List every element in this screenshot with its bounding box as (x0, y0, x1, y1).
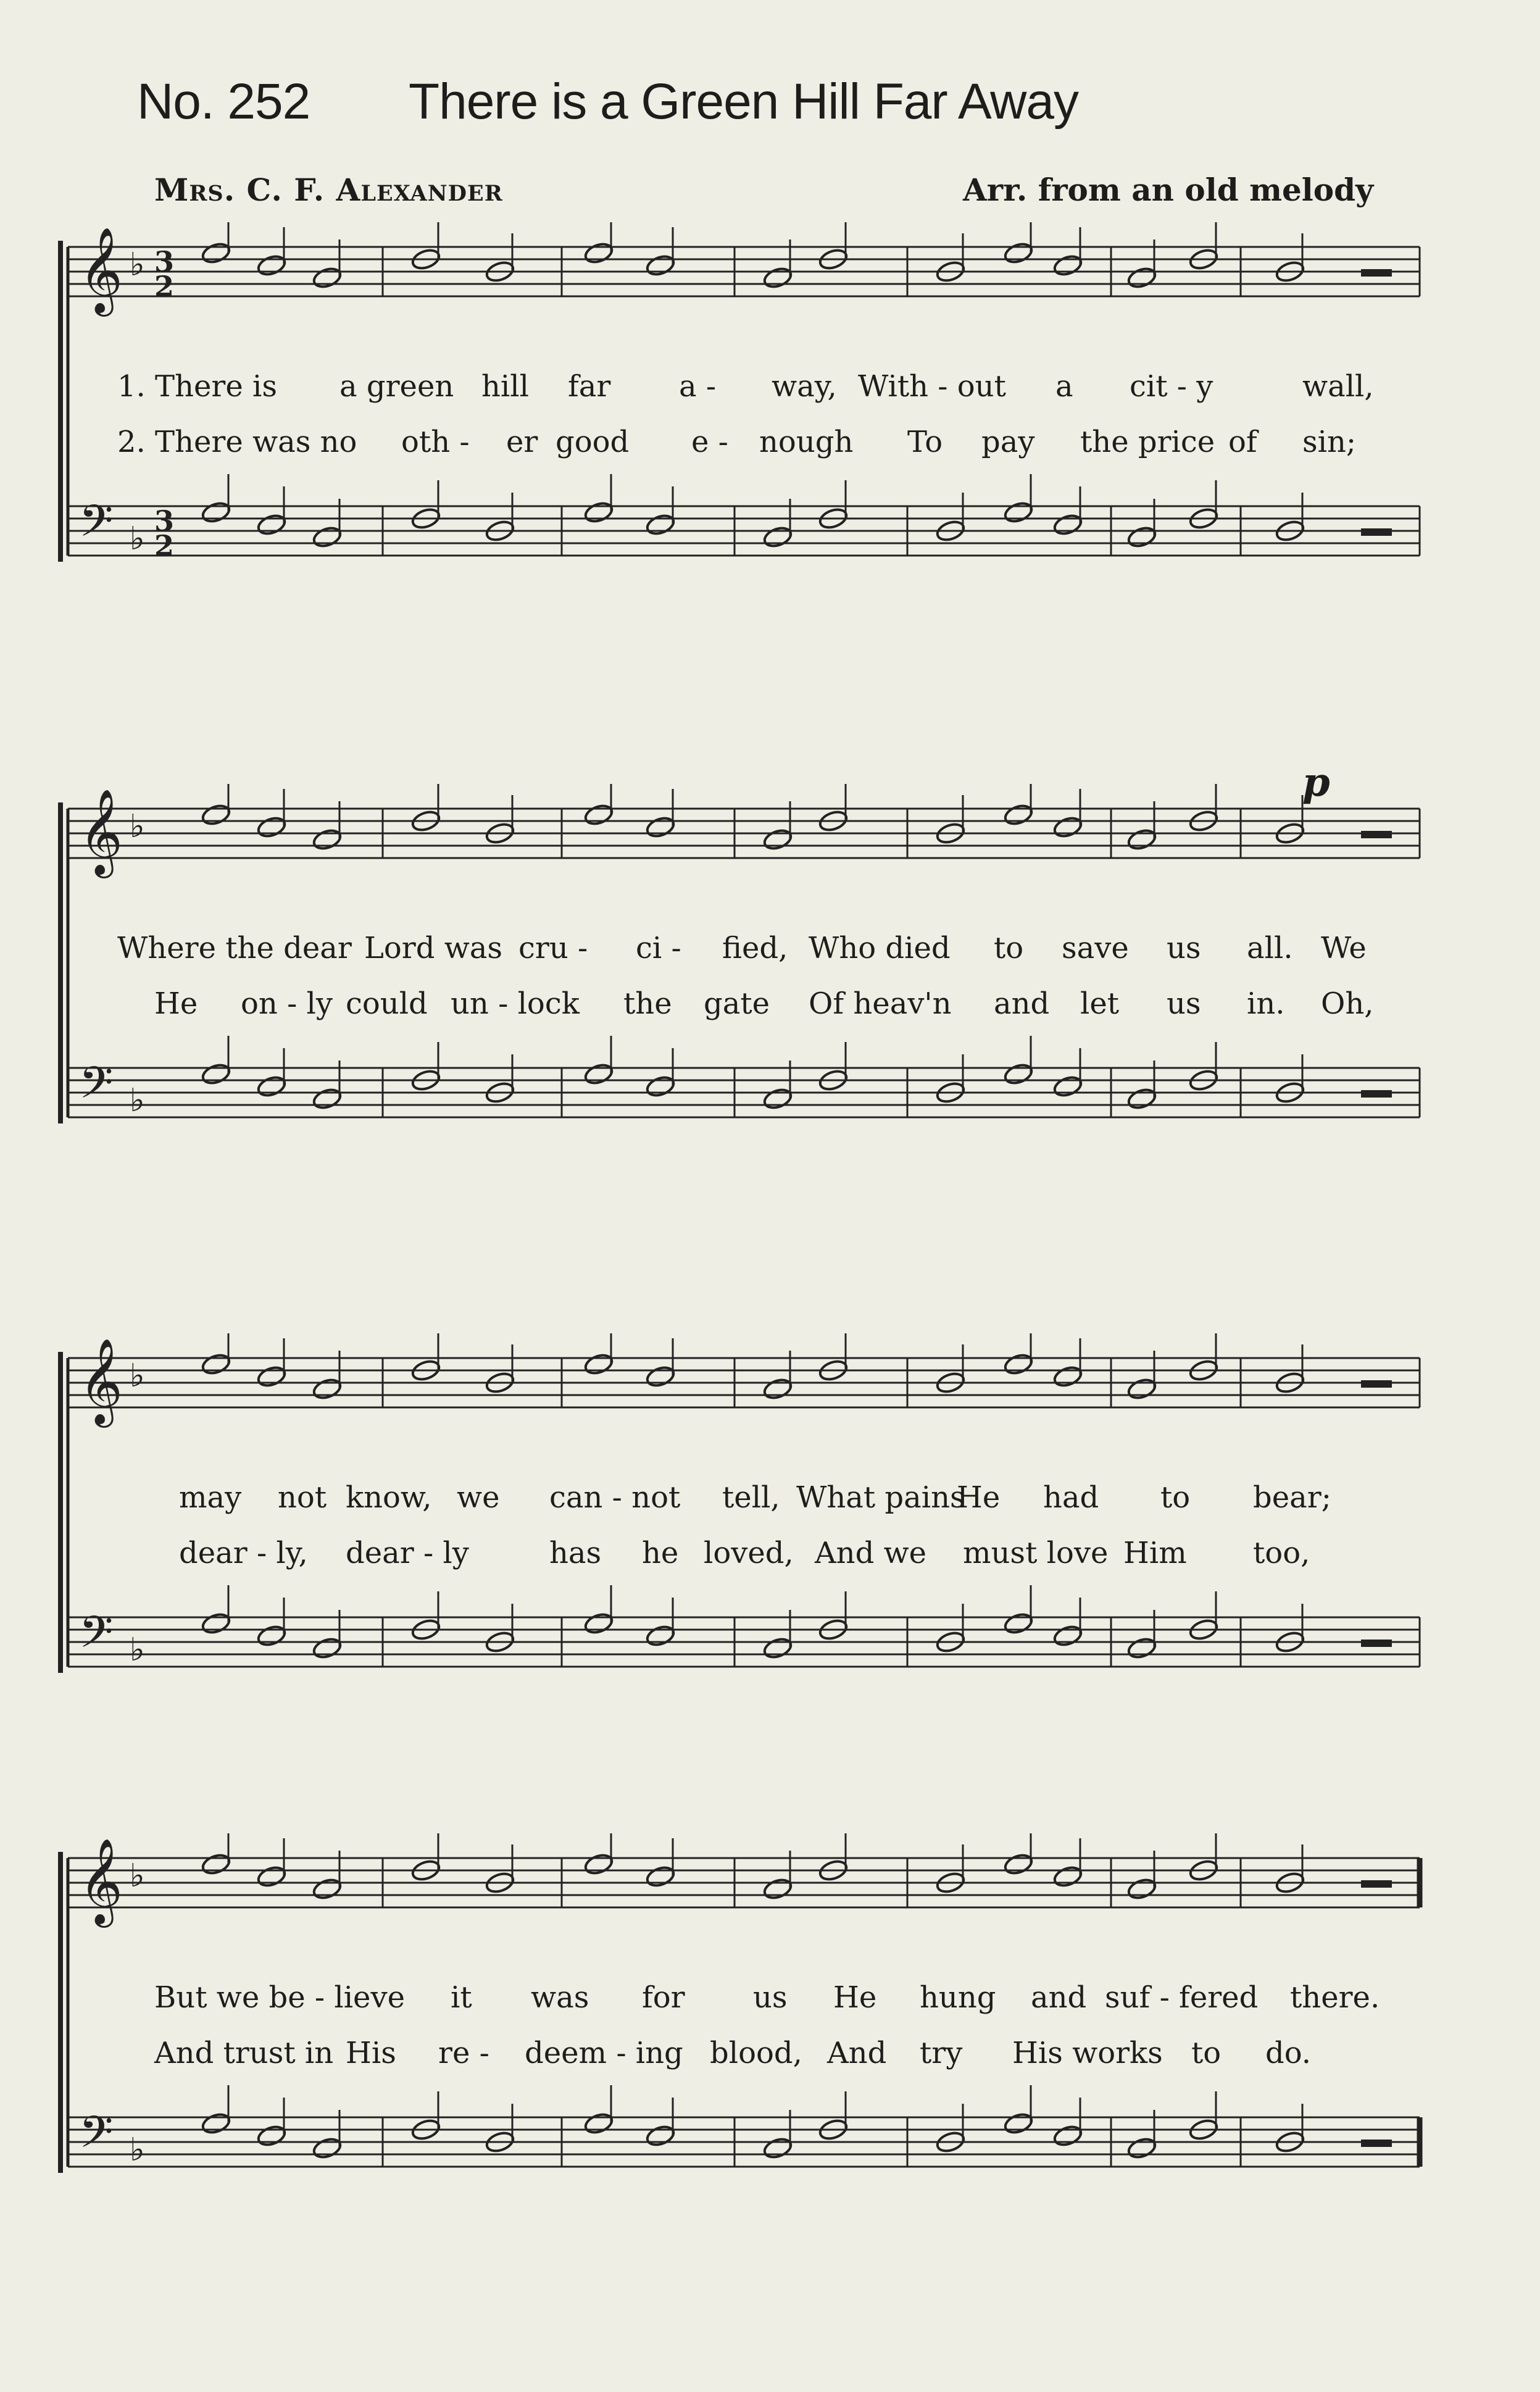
rest-icon (1361, 269, 1392, 277)
note-head-icon (201, 1852, 231, 1876)
lyric-line-verse-1 (56, 1980, 1432, 2023)
note-head-icon (312, 2136, 343, 2160)
note-head-icon (583, 1611, 614, 1635)
note-head-icon (583, 1062, 614, 1086)
lyric-syllable: er (506, 425, 538, 459)
lyric-syllable: What pains (796, 1480, 965, 1515)
note-head-icon (312, 827, 343, 851)
note-head-icon (201, 1062, 231, 1086)
lyric-syllable: gate (704, 986, 770, 1021)
lyric-syllable: could (346, 986, 428, 1021)
note-head-icon (1052, 1074, 1083, 1098)
bass-clef-icon: 𝄢 (79, 1607, 114, 1669)
lyric-syllable: a green (339, 369, 454, 404)
lyric-syllable: on - ly (241, 986, 333, 1021)
note-head-icon (645, 1074, 676, 1098)
rest-icon (1361, 2140, 1392, 2147)
lyric-syllable: deem - ing (525, 2036, 683, 2070)
key-flat-icon: ♭ (130, 1082, 145, 1119)
note-head-icon (1126, 827, 1157, 851)
rest-icon (1361, 528, 1392, 536)
note-head-icon (1052, 2123, 1083, 2148)
key-flat-icon: ♭ (130, 808, 145, 845)
lyric-syllable: oth - (401, 425, 470, 459)
note-head-icon (762, 1377, 793, 1401)
lyric-syllable: may (179, 1480, 242, 1515)
lyric-syllable: the (623, 986, 672, 1021)
lyric-syllable: to (1191, 2036, 1222, 2070)
note-head-icon (1126, 2136, 1157, 2160)
lyric-syllable: And we (815, 1536, 927, 1570)
note-head-icon (645, 2123, 676, 2148)
note-head-icon (201, 241, 231, 265)
music-system-3 (56, 1333, 1432, 1778)
note-head-icon (645, 1364, 676, 1388)
lyric-syllable: un - lock (451, 986, 580, 1021)
bass-clef-icon: 𝄢 (79, 496, 114, 557)
lyric-syllable: loved, (704, 1536, 794, 1570)
note-head-icon (1003, 1062, 1034, 1086)
music-system-1 (56, 222, 1432, 667)
lyric-syllable: has (549, 1536, 602, 1570)
lyric-syllable: sin; (1302, 425, 1357, 459)
lyric-syllable: His (346, 2036, 396, 2070)
music-system-2 (56, 784, 1432, 1228)
treble-clef-icon: 𝄞 (79, 1838, 123, 1924)
note-head-icon (583, 2111, 614, 2135)
lyric-syllable: to (994, 931, 1024, 965)
rest-icon (1361, 1380, 1392, 1388)
lyric-line-verse-1 (56, 369, 1432, 412)
note-head-icon (201, 1352, 231, 1376)
note-head-icon (1003, 500, 1034, 524)
note-head-icon (1003, 2111, 1034, 2135)
note-head-icon (583, 1352, 614, 1376)
lyric-syllable: must love (963, 1536, 1109, 1570)
lyric-syllable: there. (1290, 1980, 1380, 2015)
note-head-icon (312, 1377, 343, 1401)
lyric-syllable: do. (1265, 2036, 1312, 2070)
bass-clef-icon: 𝄢 (79, 2107, 114, 2169)
lyric-syllable: good (556, 425, 630, 459)
lyric-syllable: re - (438, 2036, 489, 2070)
note-head-icon (1052, 253, 1083, 277)
lyric-syllable: 1. There is (117, 369, 277, 404)
lyric-syllable: Of heav'n (809, 986, 952, 1021)
note-head-icon (1126, 1877, 1157, 1901)
note-head-icon (1126, 525, 1157, 549)
dynamic-piano-mark: p (1302, 759, 1330, 806)
note-head-icon (256, 2123, 287, 2148)
note-head-icon (1003, 1352, 1034, 1376)
key-flat-icon: ♭ (130, 1857, 145, 1894)
note-head-icon (762, 1086, 793, 1111)
note-head-icon (201, 2111, 231, 2135)
treble-clef-icon: 𝄞 (79, 789, 123, 875)
time-signature-icon: 3 (154, 245, 175, 278)
lyric-syllable: of (1228, 425, 1257, 459)
lyric-line-verse-2 (56, 425, 1432, 468)
lyric-line-verse-1 (56, 1480, 1432, 1523)
note-head-icon (1126, 1377, 1157, 1401)
time-signature-icon: 3 (154, 504, 175, 538)
note-head-icon (762, 265, 793, 290)
lyric-syllable: for (642, 1980, 685, 2015)
lyric-syllable: nough (759, 425, 854, 459)
lyric-syllable: fied, (722, 931, 788, 965)
lyric-syllable: ci - (636, 931, 681, 965)
lyric-syllable: hill (481, 369, 529, 404)
note-head-icon (1003, 1852, 1034, 1876)
lyric-line-verse-2 (56, 986, 1432, 1030)
note-head-icon (256, 815, 287, 839)
note-head-icon (1052, 1864, 1083, 1888)
lyric-syllable: us (1167, 931, 1201, 965)
music-system-4 (56, 1833, 1432, 2278)
note-head-icon (1052, 815, 1083, 839)
arrangement-credit: Arr. from an old melody (963, 172, 1374, 208)
lyric-syllable: We (1321, 931, 1367, 965)
note-head-icon (256, 1364, 287, 1388)
lyric-syllable: too, (1253, 1536, 1310, 1570)
lyric-syllable: in. (1247, 986, 1285, 1021)
bass-clef-icon: 𝄢 (79, 1057, 114, 1119)
lyric-syllable: the price (1080, 425, 1215, 459)
lyric-syllable: suf - fered (1105, 1980, 1259, 2015)
lyric-syllable: 2. There was no (117, 425, 357, 459)
lyric-syllable: us (1167, 986, 1201, 1021)
lyric-syllable: was (531, 1980, 589, 2015)
lyric-syllable: to (1160, 1480, 1191, 1515)
lyric-syllable: Who died (809, 931, 951, 965)
lyric-syllable: save (1062, 931, 1129, 965)
lyric-syllable: a (1055, 369, 1073, 404)
lyric-line-verse-2 (56, 2036, 1432, 2079)
lyric-syllable: And trust in (154, 2036, 334, 2070)
key-flat-icon: ♭ (130, 1631, 145, 1669)
lyric-syllable: Him (1123, 1536, 1187, 1570)
rest-icon (1361, 1640, 1392, 1647)
hymn-number: No. 252 (137, 73, 310, 130)
lyric-syllable: Oh, (1321, 986, 1374, 1021)
note-head-icon (1003, 1611, 1034, 1635)
lyric-syllable: all. (1247, 931, 1293, 965)
note-head-icon (645, 512, 676, 536)
lyric-syllable: and (1031, 1980, 1087, 2015)
lyric-syllable: way, (772, 369, 837, 404)
time-signature-icon: 2 (154, 270, 175, 303)
note-head-icon (201, 500, 231, 524)
lyric-syllable: a - (679, 369, 717, 404)
lyric-syllable: With - out (858, 369, 1006, 404)
lyric-syllable: cru - (518, 931, 588, 965)
note-head-icon (583, 1852, 614, 1876)
lyric-syllable: hung (920, 1980, 996, 2015)
lyric-syllable: His works (1012, 2036, 1163, 2070)
lyric-syllable: Lord was (364, 931, 503, 965)
rest-icon (1361, 1090, 1392, 1098)
note-head-icon (645, 1623, 676, 1648)
note-head-icon (1126, 1636, 1157, 1660)
note-head-icon (256, 1864, 287, 1888)
key-flat-icon: ♭ (130, 1357, 145, 1394)
lyric-syllable: e - (691, 425, 728, 459)
lyric-syllable: dear - ly (346, 1536, 469, 1570)
key-flat-icon: ♭ (130, 2132, 145, 2169)
lyric-syllable: Where the dear (117, 931, 352, 965)
lyric-syllable: not (278, 1480, 327, 1515)
author-credit: Mrs. C. F. Alexander (154, 172, 503, 208)
note-head-icon (583, 241, 614, 265)
lyric-line-verse-1 (56, 931, 1432, 974)
lyric-syllable: He (833, 1980, 877, 2015)
note-head-icon (1003, 802, 1034, 827)
note-head-icon (256, 1074, 287, 1098)
lyric-syllable: it (451, 1980, 472, 2015)
note-head-icon (201, 802, 231, 827)
lyric-syllable: tell, (722, 1480, 780, 1515)
note-head-icon (645, 815, 676, 839)
note-head-icon (1052, 1364, 1083, 1388)
note-head-icon (312, 525, 343, 549)
note-head-icon (583, 500, 614, 524)
treble-clef-icon: 𝄞 (79, 227, 123, 313)
hymn-title: There is a Green Hill Far Away (409, 73, 1079, 130)
note-head-icon (256, 253, 287, 277)
lyric-line-verse-2 (56, 1536, 1432, 1579)
lyric-syllable: and (994, 986, 1050, 1021)
note-head-icon (762, 525, 793, 549)
note-head-icon (1126, 1086, 1157, 1111)
lyric-syllable: he (642, 1536, 679, 1570)
lyric-syllable: And (827, 2036, 887, 2070)
lyric-syllable: try (920, 2036, 963, 2070)
note-head-icon (645, 253, 676, 277)
lyric-syllable: can - not (549, 1480, 681, 1515)
lyric-syllable: us (753, 1980, 788, 2015)
note-head-icon (762, 1877, 793, 1901)
note-head-icon (1052, 1623, 1083, 1648)
rest-icon (1361, 1880, 1392, 1888)
note-head-icon (312, 1636, 343, 1660)
note-head-icon (645, 1864, 676, 1888)
lyric-syllable: had (1043, 1480, 1099, 1515)
note-head-icon (312, 1086, 343, 1111)
note-head-icon (201, 1611, 231, 1635)
rest-icon (1361, 831, 1392, 838)
lyric-syllable: cit - y (1130, 369, 1213, 404)
note-head-icon (583, 802, 614, 827)
lyric-syllable: He (154, 986, 198, 1021)
note-head-icon (312, 1877, 343, 1901)
title-row (137, 73, 1186, 147)
lyric-syllable: He (957, 1480, 1001, 1515)
note-head-icon (1126, 265, 1157, 290)
note-head-icon (1003, 241, 1034, 265)
lyric-syllable: pay (981, 425, 1035, 459)
lyric-syllable: wall, (1302, 369, 1374, 404)
key-flat-icon: ♭ (130, 246, 145, 283)
note-head-icon (762, 1636, 793, 1660)
lyric-syllable: dear - ly, (179, 1536, 308, 1570)
note-head-icon (312, 265, 343, 290)
note-head-icon (1052, 512, 1083, 536)
note-head-icon (762, 827, 793, 851)
time-signature-icon: 2 (154, 529, 175, 562)
lyric-syllable: But we be - lieve (154, 1980, 405, 2015)
key-flat-icon: ♭ (130, 520, 145, 557)
lyric-syllable: we (457, 1480, 500, 1515)
note-head-icon (256, 1623, 287, 1648)
treble-clef-icon: 𝄞 (79, 1338, 123, 1424)
lyric-syllable: far (568, 369, 611, 404)
lyric-syllable: To (907, 425, 943, 459)
lyric-syllable: know, (346, 1480, 432, 1515)
note-head-icon (256, 512, 287, 536)
lyric-syllable: bear; (1253, 1480, 1331, 1515)
note-head-icon (762, 2136, 793, 2160)
lyric-syllable: blood, (710, 2036, 802, 2070)
lyric-syllable: let (1080, 986, 1120, 1021)
